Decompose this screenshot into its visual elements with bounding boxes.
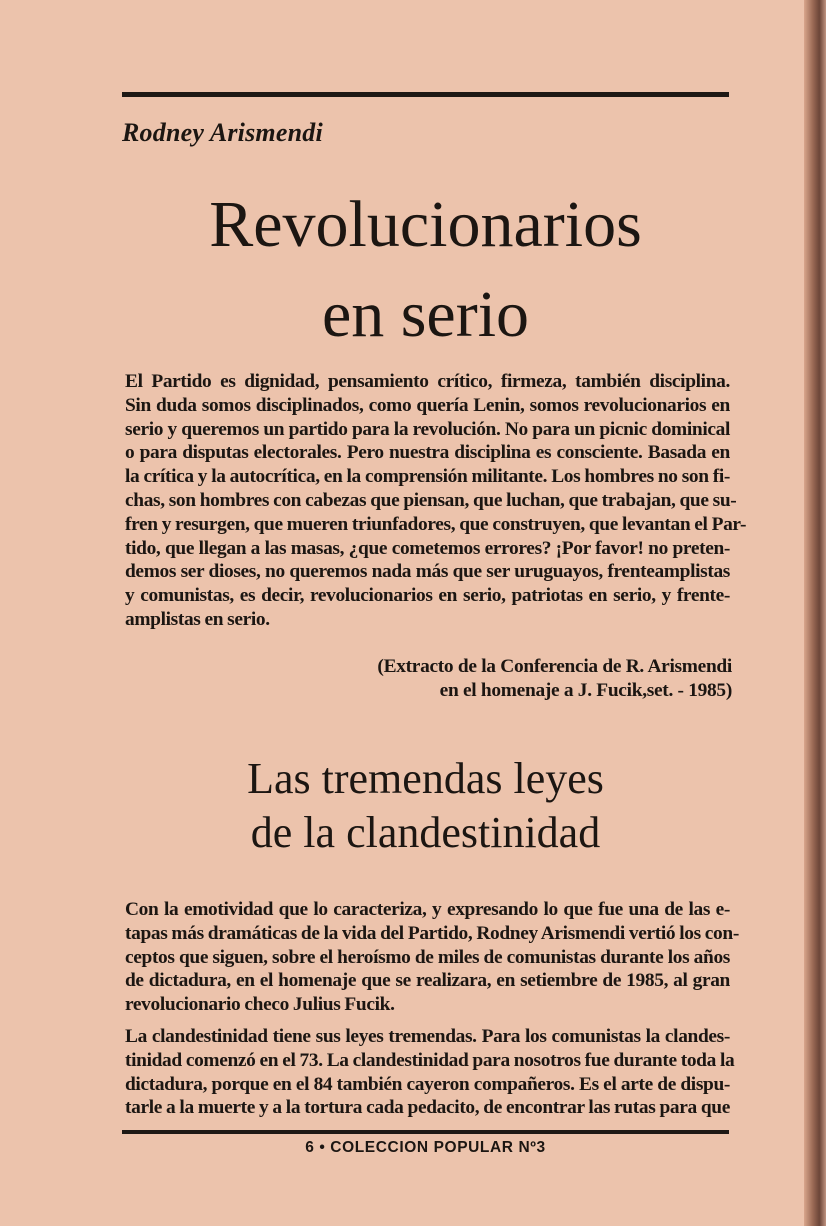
author-name: Rodney Arismendi: [122, 118, 323, 147]
text-line: revolucionario checo Julius Fucik.: [125, 994, 395, 1016]
article2-intro: [125, 898, 739, 1017]
text-line: El Partido es dignidad, pensamiento crítico, firmeza, también disciplina.: [125, 371, 730, 392]
text-line: tarle a la muerte y a la tortura cada pedacito, de encontrar las rutas para que: [125, 1097, 730, 1119]
text-line: tapas más dramáticas de la vida del Partido, Rodney Arismendi vertió los con-: [125, 922, 739, 944]
text-line: dictadura, porque en el 84 también cayeron compañeros. Es el arte de dispu-: [125, 1073, 730, 1095]
title-line: en serio: [321, 278, 530, 351]
text-line: ceptos que siguen, sobre el heroísmo de miles de comunistas durante los años: [125, 946, 730, 968]
text-line: serio y queremos un partido para la revolución. No para un picnic dominical: [125, 418, 730, 440]
article1-body: [125, 370, 747, 632]
page-edge: [804, 0, 826, 1226]
text-line: la crítica y la autocrítica, en la comprensión militante. Los hombres no son fi-: [125, 466, 730, 488]
citation-line: en el homenaje a J. Fucik,set. - 1985): [439, 680, 732, 701]
source-citation: [377, 655, 732, 703]
text-line: o para disputas electorales. Pero nuestra disciplina es consciente. Basada en: [125, 442, 730, 464]
title-line: Revolucionarios: [209, 188, 642, 261]
text-line: amplistas en serio.: [125, 608, 270, 630]
text-line: chas, son hombres con cabezas que piensan, que luchan, que trabajan, que su-: [125, 489, 737, 511]
article2-body: [125, 1025, 735, 1120]
text-line: tinidad comenzó en el 73. La clandestinidad para nosotros fue durante toda la: [125, 1049, 735, 1071]
text-line: tido, que llegan a las masas, ¿que cometemos errores? ¡Por favor! no preten-: [125, 537, 730, 559]
text-line: La clandestinidad tiene sus leyes tremendas. Para los comunistas la clandes-: [125, 1026, 730, 1047]
text-line: Sin duda somos disciplinados, como quería Lenin, somos revolucionarios en: [125, 394, 730, 416]
text-line: y comunistas, es decir, revolucionarios en serio, patriotas en serio, y frente-: [125, 585, 730, 607]
top-rule: [122, 92, 729, 97]
citation-line: (Extracto de la Conferencia de R. Arismendi: [377, 656, 732, 677]
article-title-revolucionarios: [122, 180, 729, 360]
text-line: Con la emotividad que lo caracteriza, y expresando lo que fue una de las e-: [125, 899, 730, 920]
bottom-rule: [122, 1130, 729, 1134]
text-line: demos ser dioses, no queremos nada más que ser uruguayos, frenteamplistas: [125, 561, 730, 583]
text-line: de dictadura, en el homenaje que se realizara, en setiembre de 1985, al gran: [125, 970, 730, 992]
title-line: Las tremendas leyes: [247, 754, 604, 803]
page-footer: 6 • COLECCION POPULAR Nº3: [305, 1139, 546, 1156]
text-line: fren y resurgen, que mueren triunfadores, que construyen, que levantan el Par-: [125, 513, 747, 535]
title-line: de la clandestinidad: [250, 808, 601, 857]
article-title-clandestinidad: [122, 752, 729, 860]
